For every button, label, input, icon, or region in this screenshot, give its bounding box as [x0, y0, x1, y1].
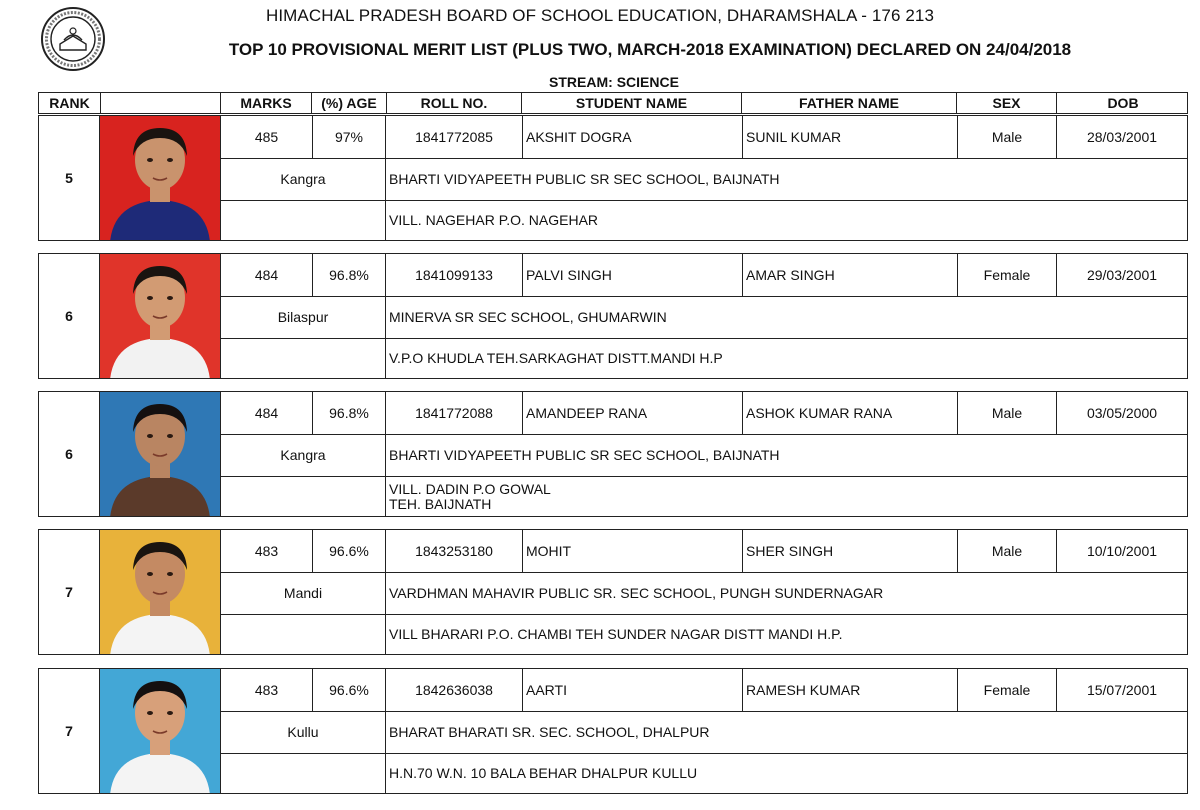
address [386, 614, 1186, 655]
dob-value: 15/07/2001 [1086, 682, 1158, 698]
address-line-2: TEH. BAIJNATH [389, 495, 492, 512]
marks-value: 483 [254, 682, 279, 698]
district-value: Kullu [287, 724, 319, 740]
sex-value: Female [983, 682, 1031, 698]
father-name: SHER SINGH [746, 543, 834, 559]
header-marks: MARKS [221, 93, 312, 113]
student-photo [100, 254, 220, 378]
sex-value: Male [991, 543, 1023, 559]
photo-image [100, 392, 220, 516]
school-name: BHARTI VIDYAPEETH PUBLIC SR SEC SCHOOL, BAIJNATH [389, 447, 780, 463]
father-name: SUNIL KUMAR [746, 129, 842, 145]
address [386, 753, 1186, 794]
photo-image [100, 116, 220, 240]
roll-number: 1842636038 [415, 682, 493, 698]
merit-entry [38, 253, 1188, 379]
rank-value: 7 [65, 723, 73, 739]
address-line-1: V.P.O KHUDLA TEH.SARKAGHAT DISTT.MANDI H.P [389, 350, 723, 366]
school-name: VARDHMAN MAHAVIR PUBLIC SR. SEC SCHOOL, PUNGH SUNDERNAGAR [389, 585, 884, 601]
merit-list-title: TOP 10 PROVISIONAL MERIT LIST (PLUS TWO, MARCH-2018 EXAMINATION) DECLARED ON 24/04/2018 [228, 40, 1072, 59]
header-photo [101, 93, 221, 113]
dob-value: 29/03/2001 [1086, 267, 1158, 283]
marks-value: 484 [254, 405, 279, 421]
header-student: STUDENT NAME [522, 93, 742, 113]
address-line-1: H.N.70 W.N. 10 BALA BEHAR DHALPUR KULLU [389, 765, 698, 781]
school-name: BHARAT BHARATI SR. SEC. SCHOOL, DHALPUR [389, 724, 710, 740]
student-name: AKSHIT DOGRA [526, 129, 632, 145]
percent-value: 96.8% [329, 405, 369, 421]
father-name: RAMESH KUMAR [746, 682, 861, 698]
header-father: FATHER NAME [742, 93, 957, 113]
roll-number: 1841099133 [415, 267, 493, 283]
header-dob: DOB [1107, 95, 1139, 111]
marks-value: 485 [254, 129, 279, 145]
percent-value: 96.8% [329, 267, 369, 283]
address [386, 476, 1186, 517]
student-name: AMANDEEP RANA [526, 405, 648, 421]
header-sex: SEX [957, 93, 1057, 113]
marks-value: 483 [254, 543, 279, 559]
address [386, 338, 1186, 379]
student-photo [100, 116, 220, 240]
header-roll: ROLL NO. [387, 93, 522, 113]
rank-value: 7 [65, 584, 73, 600]
header-percent: (%) AGE [312, 93, 387, 113]
student-name: PALVI SINGH [526, 267, 612, 283]
district-value: Bilaspur [277, 309, 329, 325]
merit-entry [38, 115, 1188, 241]
address [386, 200, 1186, 241]
student-photo [100, 392, 220, 516]
roll-number: 1841772085 [415, 129, 493, 145]
rank-value: 5 [65, 170, 73, 186]
percent-value: 96.6% [329, 682, 369, 698]
father-name: AMAR SINGH [746, 267, 835, 283]
board-name: HIMACHAL PRADESH BOARD OF SCHOOL EDUCATION, DHARAMSHALA - 176 213 [265, 6, 935, 25]
merit-entry [38, 529, 1188, 655]
student-photo [100, 530, 220, 654]
dob-value: 28/03/2001 [1086, 129, 1158, 145]
father-name: ASHOK KUMAR RANA [746, 405, 893, 421]
photo-image [100, 669, 220, 793]
student-name: AARTI [526, 682, 567, 698]
rank-value: 6 [65, 446, 73, 462]
roll-number: 1841772088 [415, 405, 493, 421]
percent-value: 97% [334, 129, 364, 145]
photo-image [100, 530, 220, 654]
stream-label: STREAM: SCIENCE [549, 74, 679, 90]
school-name: BHARTI VIDYAPEETH PUBLIC SR SEC SCHOOL, BAIJNATH [389, 171, 780, 187]
merit-entry [38, 668, 1188, 794]
student-name: MOHIT [526, 543, 572, 559]
dob-value: 03/05/2000 [1086, 405, 1158, 421]
sex-value: Male [991, 405, 1023, 421]
marks-value: 484 [254, 267, 279, 283]
header-rank: RANK [39, 93, 101, 113]
photo-image [100, 254, 220, 378]
district-value: Kangra [280, 171, 326, 187]
percent-value: 96.6% [329, 543, 369, 559]
roll-number: 1843253180 [415, 543, 493, 559]
district-value: Kangra [280, 447, 326, 463]
sex-value: Male [991, 129, 1023, 145]
student-photo [100, 669, 220, 793]
school-name: MINERVA SR SEC SCHOOL, GHUMARWIN [389, 309, 667, 325]
sex-value: Female [983, 267, 1031, 283]
address-line-1: VILL. DADIN P.O GOWAL [389, 480, 551, 497]
table-header [38, 92, 1188, 114]
address-line-1: VILL. NAGEHAR P.O. NAGEHAR [389, 212, 599, 228]
rank-value: 6 [65, 308, 73, 324]
dob-value: 10/10/2001 [1086, 543, 1158, 559]
address-line-1: VILL BHARARI P.O. CHAMBI TEH SUNDER NAGAR DISTT MANDI H.P. [389, 626, 843, 642]
merit-entry [38, 391, 1188, 517]
district-value: Mandi [283, 585, 323, 601]
